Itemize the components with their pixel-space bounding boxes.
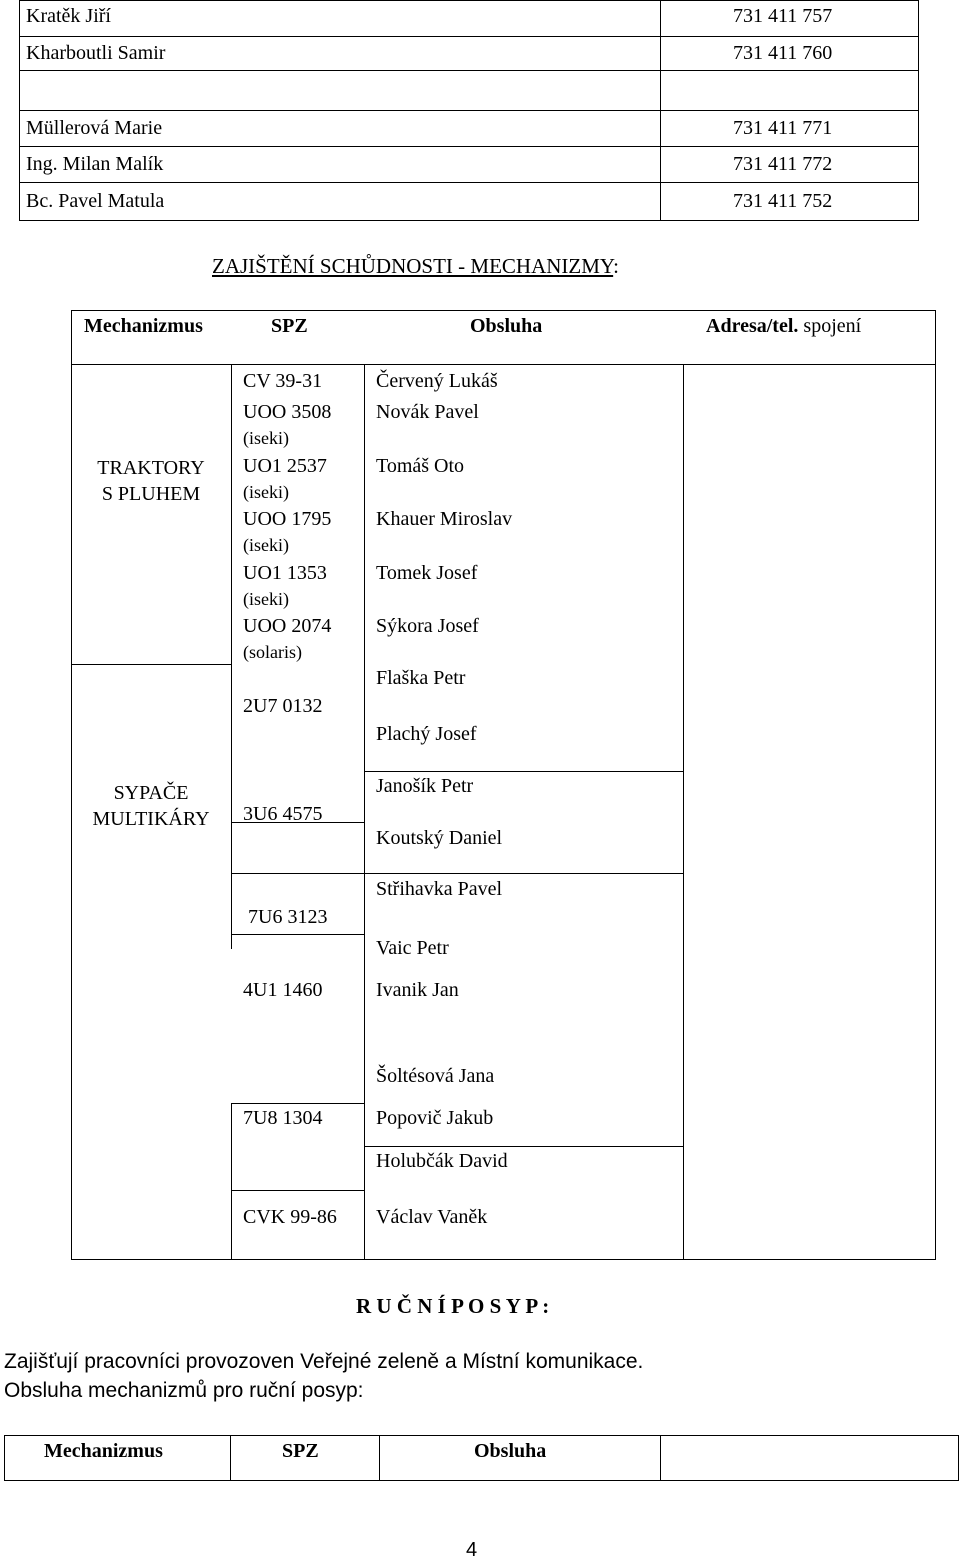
table-border <box>918 0 919 220</box>
table-border <box>71 310 936 311</box>
table-border <box>364 771 684 772</box>
spz-cell: UO1 2537 <box>243 455 327 477</box>
spz-sub: (solaris) <box>243 642 302 662</box>
obsluha-cell: Janošík Petr <box>376 775 474 797</box>
header-adresa-bold: Adresa/tel. <box>706 315 799 337</box>
spz-cell: 4U1 1460 <box>243 979 323 1001</box>
table-border <box>19 110 919 111</box>
page-number: 4 <box>466 1539 478 1561</box>
table-border <box>19 146 919 147</box>
header-spz: SPZ <box>271 315 308 337</box>
spz-sub: (iseki) <box>243 482 289 502</box>
group-traktory <box>71 455 231 507</box>
section-title <box>212 254 619 278</box>
obsluha-cell: Václav Vaněk <box>376 1206 488 1228</box>
spz-cell: UOO 3508 <box>243 401 332 423</box>
rucni-header-spz: SPZ <box>282 1440 319 1462</box>
obsluha-cell: Vaic Petr <box>376 937 449 959</box>
group-traktory-line: TRAKTORY <box>97 457 205 479</box>
contact-name: Kratěk Jiří <box>26 5 111 27</box>
table-border <box>19 220 919 221</box>
table-border <box>231 364 232 949</box>
table-border <box>71 364 936 365</box>
contact-phone: 731 411 757 <box>733 5 833 27</box>
contact-name: Müllerová Marie <box>26 117 163 139</box>
group-traktory-line: S PLUHEM <box>101 483 201 505</box>
table-border <box>958 1435 959 1480</box>
table-border <box>71 664 231 665</box>
rucni-text-2: Obsluha mechanizmů pro ruční posyp: <box>4 1379 364 1402</box>
contact-phone: 731 411 760 <box>733 42 833 64</box>
table-border <box>19 0 919 1</box>
contact-phone: 731 411 771 <box>733 117 833 139</box>
obsluha-cell: Ivanik Jan <box>376 979 459 1001</box>
spz-cell: UO1 1353 <box>243 562 327 584</box>
obsluha-cell: Holubčák David <box>376 1150 508 1172</box>
spz-cell: CV 39-31 <box>243 370 323 392</box>
spz-sub: (iseki) <box>243 535 289 555</box>
obsluha-cell: Červený Lukáš <box>376 370 498 392</box>
table-border <box>364 1146 684 1147</box>
table-border <box>231 1190 365 1191</box>
obsluha-cell: Khauer Miroslav <box>376 508 513 530</box>
spz-cell: 7U6 3123 <box>248 906 328 928</box>
section-title-text: ZAJIŠTĚNÍ SCHŮDNOSTI - MECHANIZMY <box>212 254 614 278</box>
table-border <box>231 873 365 874</box>
rucni-header-mechanizmus: Mechanizmus <box>44 1440 163 1462</box>
group-sypace <box>71 780 231 832</box>
contact-phone: 731 411 772 <box>733 153 833 175</box>
obsluha-cell: Šoltésová Jana <box>376 1065 495 1087</box>
spz-cell: 2U7 0132 <box>243 695 323 717</box>
spz-cell: 3U6 4575 <box>243 803 323 825</box>
spz-sub: (iseki) <box>243 428 289 448</box>
header-adresa <box>706 314 861 338</box>
table-border <box>364 364 365 1259</box>
section-title-colon: : <box>613 254 619 278</box>
contact-name: Bc. Pavel Matula <box>26 190 165 212</box>
table-border <box>231 1103 365 1104</box>
header-adresa-normal: spojení <box>798 315 862 337</box>
header-obsluha: Obsluha <box>470 315 543 337</box>
obsluha-cell: Koutský Daniel <box>376 827 503 849</box>
table-border <box>71 1259 936 1260</box>
table-border <box>231 1103 232 1259</box>
table-border <box>19 70 919 71</box>
group-sypace-line: SYPAČE <box>113 782 189 804</box>
obsluha-cell: Tomek Josef <box>376 562 478 584</box>
obsluha-cell: Flaška Petr <box>376 667 466 689</box>
obsluha-cell: Popovič Jakub <box>376 1107 494 1129</box>
table-border <box>364 873 684 874</box>
table-border <box>4 1480 959 1481</box>
table-border <box>230 1435 231 1480</box>
table-border <box>379 1435 380 1480</box>
table-border <box>231 934 365 935</box>
contact-name: Ing. Milan Malík <box>26 153 164 175</box>
rucni-header-obsluha: Obsluha <box>474 1440 547 1462</box>
table-border <box>660 0 661 220</box>
contact-name: Kharboutli Samir <box>26 42 166 64</box>
table-border <box>19 182 919 183</box>
table-border <box>19 0 20 220</box>
spz-cell: 7U8 1304 <box>243 1107 323 1129</box>
group-sypace-line: MULTIKÁRY <box>92 808 210 830</box>
table-border <box>935 310 936 1259</box>
rucni-text-1: Zajišťují pracovníci provozoven Veřejné zeleně a Místní komunikace. <box>4 1350 644 1373</box>
spz-cell: UOO 2074 <box>243 615 332 637</box>
obsluha-cell: Plachý Josef <box>376 723 477 745</box>
rucni-title: R U Č N Í P O S Y P : <box>356 1294 550 1318</box>
obsluha-cell: Tomáš Oto <box>376 455 465 477</box>
obsluha-cell: Střihavka Pavel <box>376 878 503 900</box>
spz-cell: UOO 1795 <box>243 508 332 530</box>
header-mechanizmus: Mechanizmus <box>84 315 203 337</box>
obsluha-cell: Sýkora Josef <box>376 615 479 637</box>
obsluha-cell: Novák Pavel <box>376 401 479 423</box>
table-border <box>660 1435 661 1480</box>
contact-phone: 731 411 752 <box>733 190 833 212</box>
table-border <box>19 36 919 37</box>
table-border <box>4 1435 959 1436</box>
table-border <box>4 1435 5 1480</box>
spz-sub: (iseki) <box>243 589 289 609</box>
table-border <box>683 364 684 1259</box>
spz-cell: CVK 99-86 <box>243 1206 337 1228</box>
